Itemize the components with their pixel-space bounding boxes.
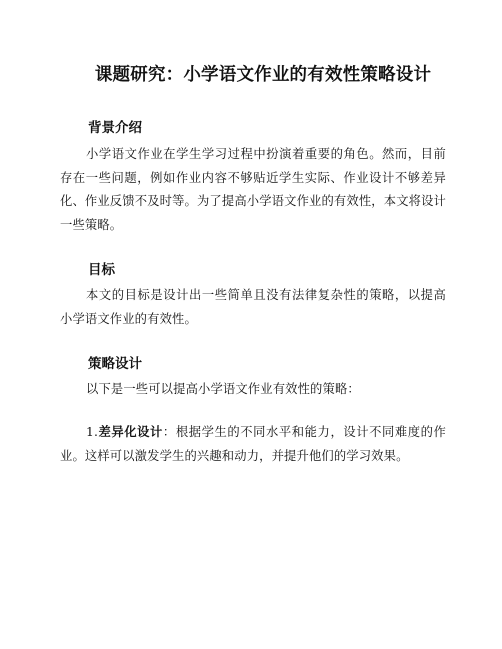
section-body-strategy: 以下是一些可以提高小学语文作业有效性的策略： — [86, 382, 360, 397]
section-heading-strategy: 策略设计 — [88, 356, 142, 373]
list-item-term: 差异化设计 — [98, 424, 163, 439]
list-item-number: 1. — [86, 424, 99, 439]
section-body-background: 小学语文作业在学生学习过程中扮演着重要的角色。然而，目前存在一些问题，例如作业内容不够贴近学生实际、作业设计不够差异化、作业反馈不及时等。为了提高小学语文作业的有效性，本文将设计一些策略。 — [60, 147, 446, 233]
document-page — [60, 62, 446, 468]
list-item-text: 根据学生的不同水平和能力，设计不同难度的作业。这样可以激发学生的兴趣和动力，并提升他们的学习效果。 — [60, 424, 446, 463]
list-item — [60, 421, 446, 468]
list-item-colon: ： — [162, 424, 176, 439]
strategy-list — [60, 421, 446, 468]
section-heading-background: 背景介绍 — [88, 120, 142, 136]
section-body-goal: 本文的目标是设计出一些简单且没有法律复杂性的策略，以提高小学语文作业的有效性。 — [60, 287, 446, 326]
section-heading-goal: 目标 — [88, 261, 115, 278]
document-title: 课题研究：小学语文作业的有效性策略设计 — [94, 65, 432, 85]
